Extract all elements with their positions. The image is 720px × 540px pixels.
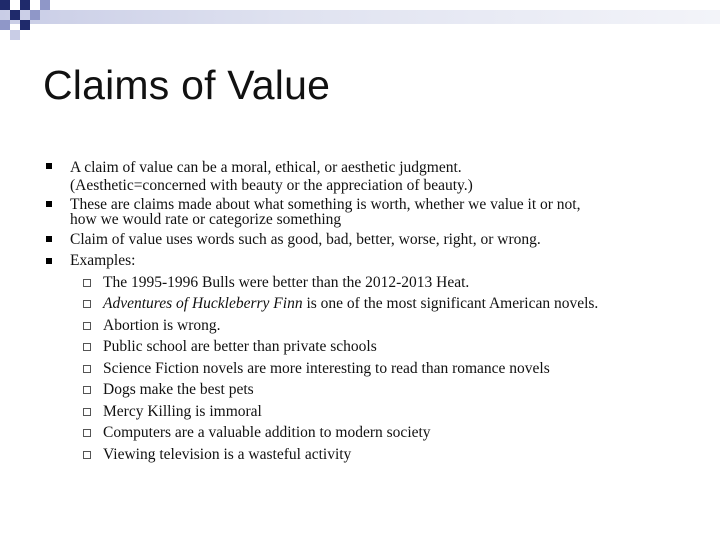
example-item: Computers are a valuable addition to modern society bbox=[103, 424, 431, 441]
example-item: Abortion is wrong. bbox=[103, 317, 221, 334]
example-text: is one of the most significant American novels. bbox=[302, 295, 599, 312]
bullet-square-icon bbox=[46, 163, 52, 169]
example-item: Science Fiction novels are more interesting to read than romance novels bbox=[103, 360, 550, 377]
example-item: Dogs make the best pets bbox=[103, 381, 254, 398]
example-item: Mercy Killing is immoral bbox=[103, 403, 262, 420]
hollow-square-bullet-icon bbox=[83, 365, 91, 373]
hollow-square-bullet-icon bbox=[83, 408, 91, 416]
hollow-square-bullet-icon bbox=[83, 386, 91, 394]
bullet-square-icon bbox=[46, 258, 52, 264]
hollow-square-bullet-icon bbox=[83, 429, 91, 437]
book-title: Adventures of Huckleberry Finn bbox=[103, 295, 303, 312]
hollow-square-bullet-icon bbox=[83, 451, 91, 459]
hollow-square-bullet-icon bbox=[83, 279, 91, 287]
example-item bbox=[103, 296, 598, 312]
bullet-text: Examples: bbox=[70, 252, 136, 269]
bullet-text: A claim of value can be a moral, ethical, or aesthetic judgment. bbox=[70, 159, 462, 176]
page-title: Claims of Value bbox=[43, 62, 331, 108]
bullet-text: These are claims made about what something is worth, whether we value it or not, bbox=[70, 196, 581, 213]
example-item: Public school are better than private schools bbox=[103, 338, 377, 355]
hollow-square-bullet-icon bbox=[83, 322, 91, 330]
hollow-square-bullet-icon bbox=[83, 343, 91, 351]
hollow-square-bullet-icon bbox=[83, 300, 91, 308]
bullet-text: how we would rate or categorize something bbox=[70, 211, 342, 228]
bullet-text: (Aesthetic=concerned with beauty or the appreciation of beauty.) bbox=[70, 177, 473, 194]
bullet-text: Claim of value uses words such as good, bad, better, worse, right, or wrong. bbox=[70, 231, 541, 248]
bullet-square-icon bbox=[46, 201, 52, 207]
example-item: The 1995-1996 Bulls were better than the 2012-2013 Heat. bbox=[103, 274, 470, 291]
bullet-square-icon bbox=[46, 236, 52, 242]
example-item: Viewing television is a wasteful activity bbox=[103, 446, 352, 463]
